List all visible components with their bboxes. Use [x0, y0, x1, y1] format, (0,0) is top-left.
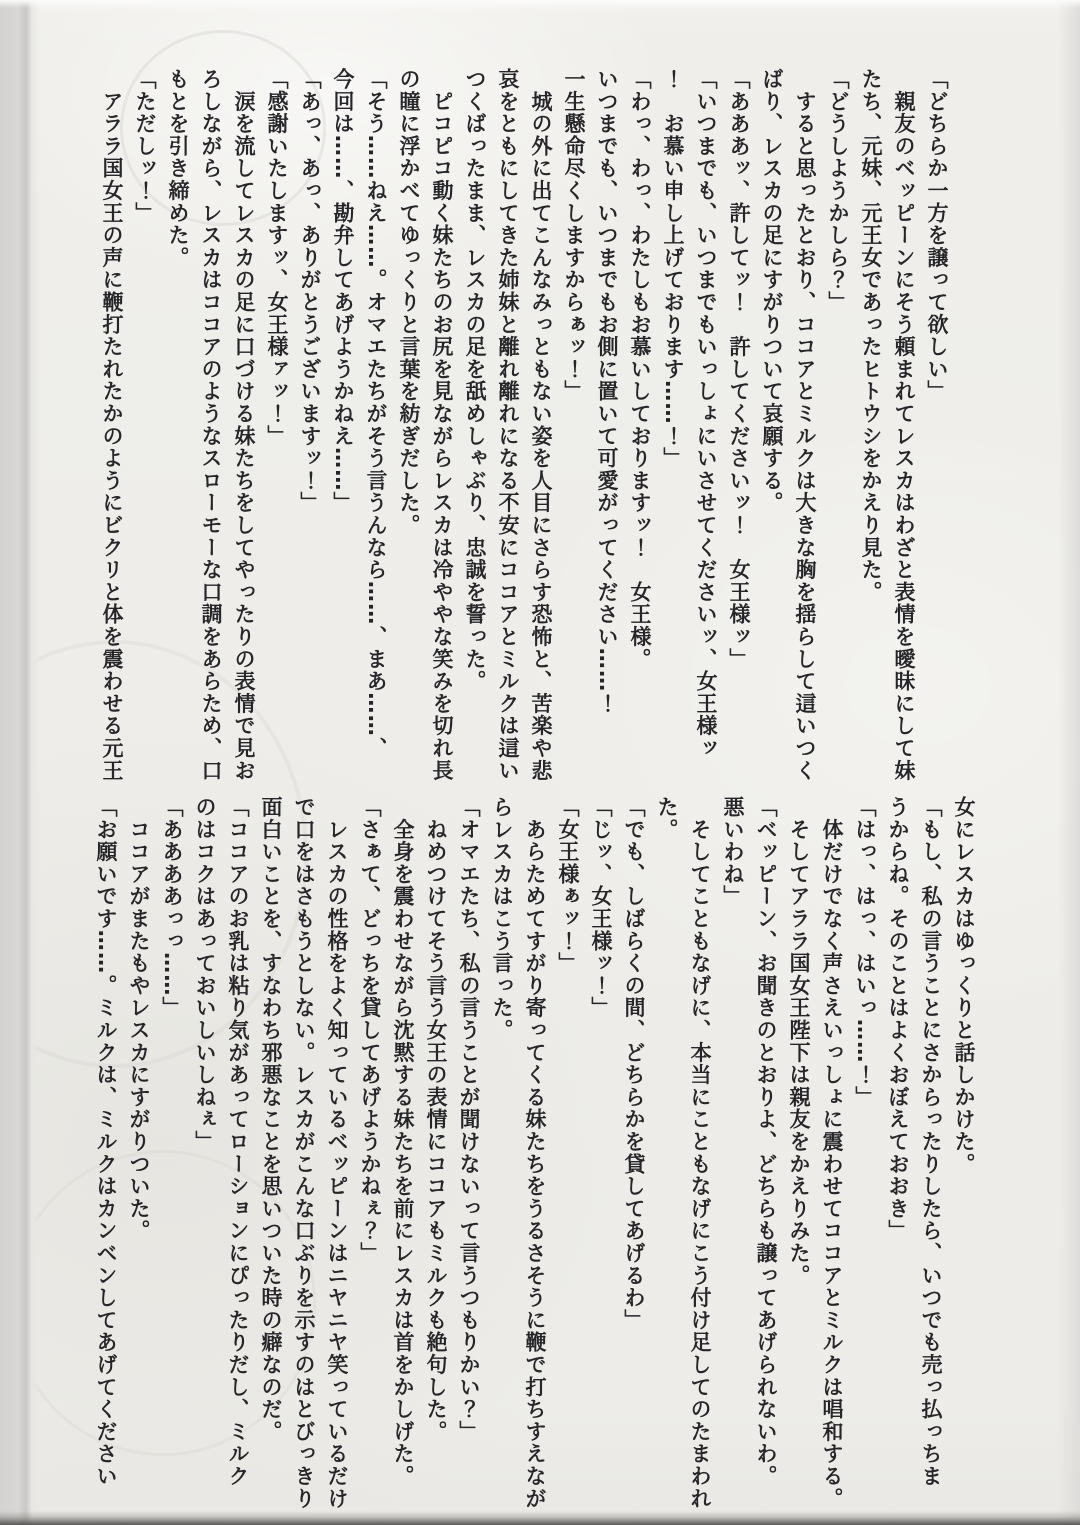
text-column: あらためてすがり寄ってくる妹たちをうるさそうに鞭で打ちすえなが — [523, 796, 547, 1510]
text-column: たち、元妹、元王女であったヒトウシをかえり見た。 — [859, 68, 883, 604]
text-column: 「もし、私の言うことにさからったりしたら、いつでも売っ払っちま — [919, 796, 943, 1488]
text-column: ココアがまたもやレスカにすがりついた。 — [127, 796, 151, 1242]
text-column: 「わっ、わっ、わたしもお慕いしておりますッ！ 女王様。 — [628, 68, 652, 671]
text-column: 全身を震わせながら沈黙する妹たちを前にレスカは首をかしげた。 — [391, 796, 415, 1488]
text-column: 「じッ、女王様ッ！」 — [589, 796, 613, 1019]
text-column: 「女王様ぁッ！」 — [556, 796, 580, 975]
text-column: で口をはさもうとしない。レスカがこんな口ぶりを示すのはとびっきり — [292, 796, 316, 1510]
text-column: 今回は……、勘弁してあげようかねえ……」 — [331, 68, 355, 514]
page-edge-highlight-top — [0, 0, 1080, 8]
text-column: 「ただしッ！」 — [133, 68, 157, 225]
page-edge-shadow-left — [0, 0, 40, 1525]
text-column: 女にレスカはゆっくりと話しかけた。 — [952, 796, 976, 1176]
text-column: 「あああッ、許してッ！ 許してくださいッ！ 女王様ッ」 — [727, 68, 751, 671]
text-column: 「ベッピーン、お聞きのとおりよ、どちらも譲ってあげられないわ。 — [754, 796, 778, 1488]
text-column: た。 — [655, 796, 679, 841]
text-column: うからね。そのことはよくおぼえておおき」 — [886, 796, 910, 1242]
text-column: つくばったまま、レスカの足を舐めしゃぶり、忠誠を誓った。 — [463, 68, 487, 693]
text-column: 「いつまでも、いつまでもいっしょにいさせてくださいッ、女王様ッ — [694, 68, 718, 760]
top-text-block — [95, 68, 953, 782]
text-column: 「オマエたち、私の言うことが聞けないって言うつもりかい？」 — [457, 796, 481, 1443]
text-column: ピコピコ動く妹たちのお尻を見ながらレスカは冷ややな笑みを切れ長 — [430, 68, 454, 782]
text-column: らレスカはこう言った。 — [490, 796, 514, 1042]
text-column: 一生懸命尽くしますからぁッ！」 — [562, 68, 586, 403]
text-column: 悪いわね」 — [721, 796, 745, 908]
text-column: 体だけでなく声さえいっしょに震わせてココアとミルクは唱和する。 — [820, 796, 844, 1510]
text-column: のはコクはあっておいしいしねぇ」 — [193, 796, 217, 1153]
text-column: レスカの性格をよく知っているベッピーンはニヤニヤ笑っているだけ — [325, 796, 349, 1510]
bottom-text-block — [89, 796, 980, 1510]
text-column: 「感謝いたしますッ、女王様ァッ！」 — [265, 68, 289, 448]
text-column: ねめつけてそう言う女王の表情にココアもミルクも絶句した。 — [424, 796, 448, 1443]
text-column: 「どちらか一方を譲って欲しい」 — [925, 68, 949, 403]
text-column: 「でも、しばらくの間、どちらかを貸してあげるわ」 — [622, 796, 646, 1332]
text-column: ばり、レスカの足にすがりついて哀願する。 — [760, 68, 784, 514]
text-column: 「さぁて、どっちを貸してあげようかねぇ？」 — [358, 796, 382, 1265]
text-column: ！ お慕い申し上げております……！」 — [661, 68, 685, 470]
text-column: すると思ったとおり、ココアとミルクは大きな胸を揺らして這いつく — [793, 68, 817, 782]
text-column: 親友のベッピーンにそう頼まれてレスカはわざと表情を曖昧にして妹 — [892, 68, 916, 782]
text-column: そしてこともなげに、本当にこともなげにこう付け足してのたまわれ — [688, 796, 712, 1510]
text-column: もとを引き締めた。 — [166, 68, 190, 269]
text-column: ろしながら、レスカはココアのようなスローモーな口調をあらため、口 — [199, 68, 223, 782]
text-column: アララ国女王の声に鞭打たれたかのようにビクリと体を震わせる元王 — [100, 68, 124, 782]
text-column: 涙を流してレスカの足に口づける妹たちをしてやったりの表情で見お — [232, 68, 256, 782]
text-column: 「そう……ねえ……。オマエたちがそう言うんなら……、まあ……、 — [364, 68, 388, 760]
text-column: 面白いことを、すなわち邪悪なことを思いついた時の癖なのだ。 — [259, 796, 283, 1443]
text-column: 城の外に出てこんなみっともない姿を人目にさらす恐怖と、苦楽や悲 — [529, 68, 553, 782]
text-column: 「ああああっっ……」 — [160, 796, 184, 1019]
text-column: いつまでも、いつまでもお側に置いて可愛がってください……！ — [595, 68, 619, 715]
page-edge-shadow-right — [1058, 0, 1080, 1525]
text-column: 哀をともにしてきた姉妹と離れ離れになる不安にココアとミルクは這い — [496, 68, 520, 782]
page-edge-shadow-bottom — [0, 1511, 1080, 1525]
text-column: の瞳に浮かべてゆっくりと言葉を紡ぎだした。 — [397, 68, 421, 537]
text-column: 「ココアのお乳は粘り気があってローションにぴったりだし、ミルク — [226, 796, 250, 1488]
text-column: 「どうしようかしら？」 — [826, 68, 850, 314]
text-column: 「はっ、はっ、はいっ……！」 — [853, 796, 877, 1109]
text-column: そしてアララ国女王陛下は親友をかえりみた。 — [787, 796, 811, 1287]
text-column: 「お願いです……。ミルクは、ミルクはカンベンしてあげてください — [94, 796, 118, 1488]
text-column: 「あっ、あっ、ありがとうございますッ！」 — [298, 68, 322, 514]
